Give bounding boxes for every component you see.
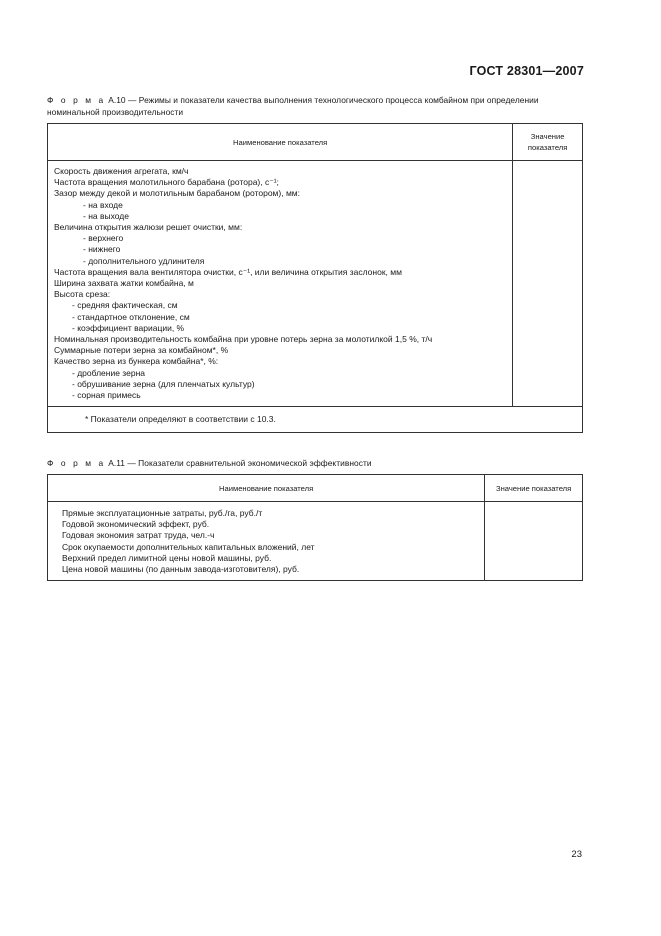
list-item: Ширина захвата жатки комбайна, м [54, 278, 194, 289]
list-item: - стандартное отклонение, см [72, 311, 190, 322]
form-a11-caption [47, 457, 583, 469]
list-item: Номинальная производительность комбайна при уровне потерь зерна за молотилкой 1,5 %, т/ч [54, 334, 433, 345]
list-item: Величина открытия жалюзи решет очистки, мм: [54, 222, 243, 233]
list-item: Качество зерна из бункера комбайна*, %: [54, 356, 219, 367]
column-header-value: Значение показателя [513, 124, 583, 161]
list-item: - обрушивание зерна (для пленчатых культур) [72, 378, 255, 389]
list-item: Срок окупаемости дополнительных капитальных вложений, лет [62, 541, 315, 552]
list-item: Суммарные потери зерна за комбайном*, % [54, 345, 229, 356]
table-header-row [48, 124, 583, 161]
form-label: Ф о р м а [47, 458, 106, 468]
list-item: Скорость движения агрегата, км/ч [54, 166, 189, 176]
footnote: * Показатели определяют в соответствии с 10.3. [48, 407, 583, 433]
list-item: - верхнего [83, 233, 124, 244]
list-item: - сорная примесь [72, 390, 141, 401]
form-title: А.10 — Режимы и показатели качества выполнения технологического процесса комбайном при определении номинальной производительности [47, 95, 539, 117]
list-item: Годовая экономия затрат труда, чел.-ч [62, 530, 215, 541]
column-header-value: Значение показателя [485, 475, 583, 502]
list-item: - средняя фактическая, см [72, 300, 178, 311]
column-header-name: Наименование показателя [48, 124, 513, 161]
list-item: Частота вращения вала вентилятора очистки, с⁻¹, или величина открытия заслонок, мм [54, 266, 402, 277]
list-item: Прямые эксплуатационные затраты, руб./га, руб./т [62, 508, 263, 518]
list-item: Частота вращения молотильного барабана (ротора), с⁻¹; [54, 177, 279, 188]
indicator-list [48, 502, 485, 581]
document-code: ГОСТ 28301—2007 [469, 64, 584, 78]
form-a10-table [47, 123, 583, 433]
form-title: А.11 — Показатели сравнительной экономической эффективности [105, 458, 372, 468]
list-item: - на выходе [83, 210, 129, 221]
indicator-list [48, 161, 513, 407]
page-number: 23 [571, 849, 582, 860]
list-item: Верхний предел лимитной цены новой машины, руб. [62, 552, 272, 563]
list-item: - нижнего [83, 244, 121, 255]
form-a11-table [47, 474, 583, 581]
form-a10-caption [47, 94, 583, 118]
table-body-row [48, 502, 583, 581]
list-item: - на входе [83, 199, 123, 210]
list-item: Годовой экономический эффект, руб. [62, 519, 210, 530]
list-item: - дробление зерна [72, 367, 145, 378]
value-cell [485, 502, 583, 581]
list-item: Высота среза: [54, 289, 111, 300]
column-header-name: Наименование показателя [48, 475, 485, 502]
table-header-row [48, 475, 583, 502]
list-item: Цена новой машины (по данным завода-изготовителя), руб. [62, 564, 300, 575]
footnote-row [48, 407, 583, 433]
value-cell [513, 161, 583, 407]
list-item: Зазор между декой и молотильным барабаном (ротором), мм: [54, 188, 300, 199]
form-label: Ф о р м а [47, 95, 106, 105]
list-item: - коэффициент вариации, % [72, 322, 185, 333]
table-body-row [48, 161, 583, 407]
list-item: - дополнительного удлинителя [83, 255, 205, 266]
